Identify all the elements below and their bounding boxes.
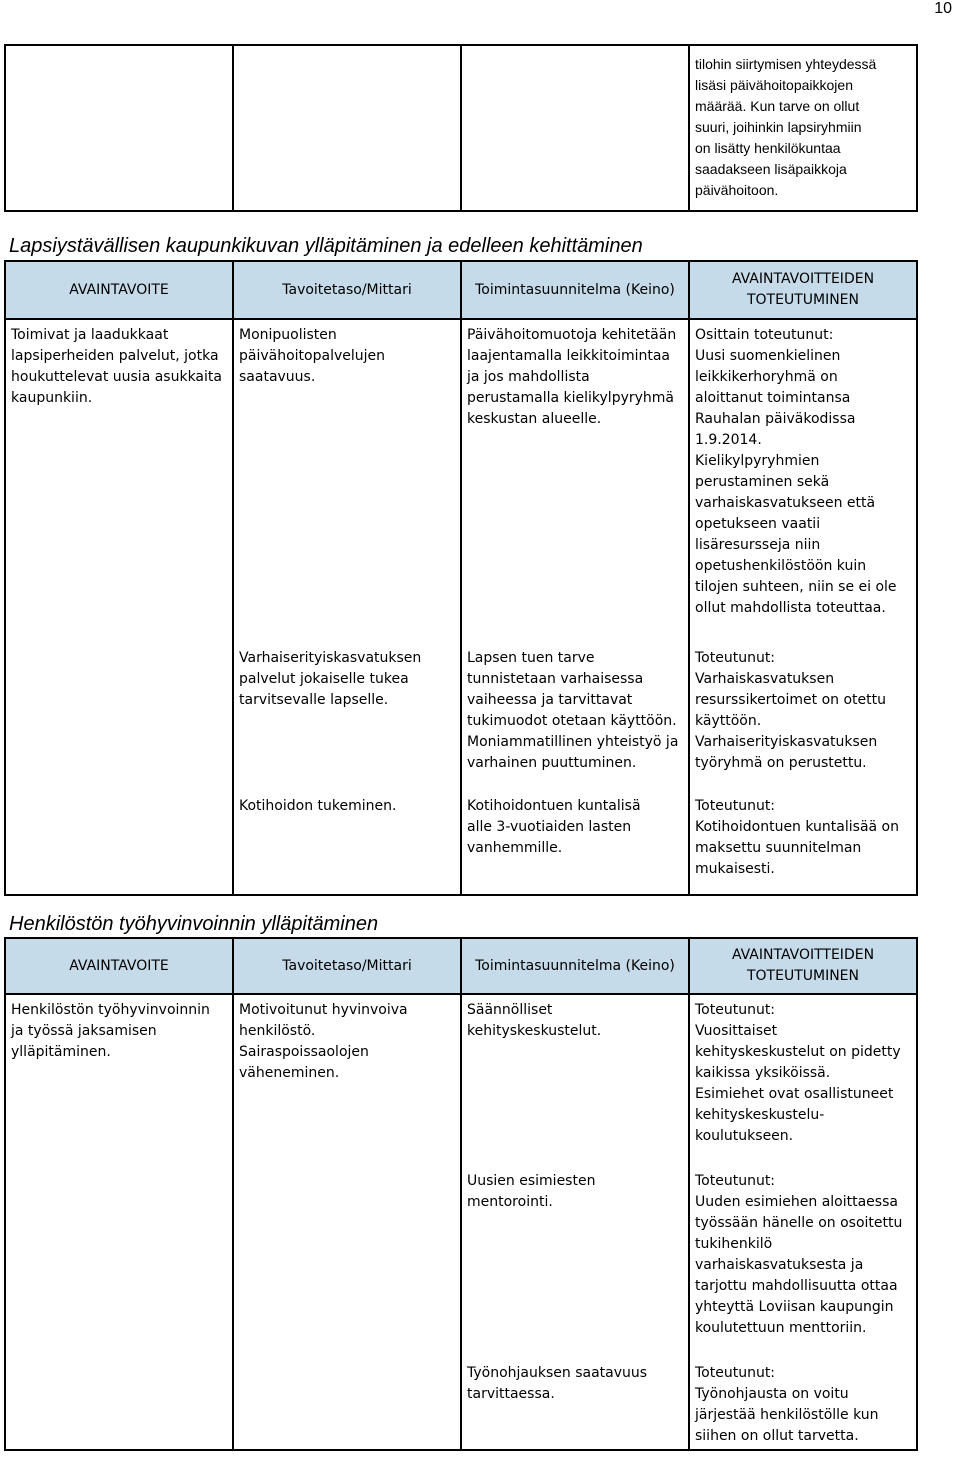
result-cell: Toteutunut: Kotihoidontuen kuntalisää on maksettu suunnitelman mukaisesti. [689, 791, 917, 895]
plan-cell: Lapsen tuen tarve tunnistetaan varhaisessa vaiheessa ja tarvittavat tukimuodot otetaan käyttöön. Moniammatillinen yhteistyö ja varhainen puuttuminen. [461, 643, 689, 791]
target-cell: Monipuolisten päivähoitopalvelujen saatavuus. [233, 319, 461, 643]
target-cell: Varhaiserityiskasvatuksen palvelut jokaiselle tukea tarvitsevalle lapselle. [233, 643, 461, 791]
header-cell: AVAINTAVOITE [5, 261, 233, 319]
result-cell: Toteutunut: Uuden esimiehen aloittaessa työssään hänelle on osoitettu tukihenkilö varhaiskasvatuksesta ja tarjottu mahdollisuutta ottaa yhteyttä Loviisan kaupungin koulutettuun menttoriin. [689, 1166, 917, 1358]
result-cell [689, 45, 917, 211]
plan-cell: Kotihoidontuen kuntalisä alle 3-vuotiaiden lasten vanhemmille. [461, 791, 689, 895]
plan-cell: Työnohjauksen saatavuus tarvittaessa. [461, 1358, 689, 1450]
header-row [5, 261, 917, 319]
empty-cell [5, 45, 233, 211]
result-cell: Toteutunut: Varhaiskasvatuksen resurssikertoimet on otettu käyttöön. Varhaiserityiskasvatuksen työryhmä on perustettu. [689, 643, 917, 791]
page-number: 10 [934, 0, 952, 17]
goal-cell [5, 319, 233, 895]
table-row [5, 994, 917, 1166]
header-cell: Toimintasuunnitelma (Keino) [461, 261, 689, 319]
continuation-table [4, 44, 918, 212]
empty-cell [233, 45, 461, 211]
header-cell: Tavoitetaso/Mittari [233, 261, 461, 319]
header-cell: Tavoitetaso/Mittari [233, 938, 461, 994]
result-text: tilohin siirtymisen yhteydessä lisäsi päivähoitopaikkojen määrää. Kun tarve on ollut suuri, joihinkin lapsiryhmiin on lisätty henkilökuntaa saadakseen lisäpaikkoja päivähoitoon. [695, 56, 877, 198]
result-cell: Toteutunut: Vuosittaiset kehityskeskustelut on pidetty kaikissa yksiköissä. Esimiehet ovat osallistuneet kehityskeskustelu- koulutukseen. [689, 994, 917, 1166]
target-text: Motivoitunut hyvinvoiva henkilöstö. Sairaspoissaolojen väheneminen. [239, 1002, 408, 1081]
section-title: Lapsiystävällisen kaupunkikuvan ylläpitäminen ja edelleen kehittäminen [9, 235, 643, 257]
empty-cell [461, 45, 689, 211]
table-row [5, 319, 917, 643]
header-cell: AVAINTAVOITTEIDEN TOTEUTUMINEN [689, 938, 917, 994]
goal-text: Henkilöstön työhyvinvoinnin ja työssä jaksamisen ylläpitäminen. [11, 1002, 210, 1060]
target-cell: Kotihoidon tukeminen. [233, 791, 461, 895]
result-cell: Osittain toteutunut: Uusi suomenkielinen leikkikerhoryhmä on aloittanut toimintansa Rauhalan päiväkodissa 1.9.2014. Kielikylpyryhmien perustaminen sekä varhaiskasvatukseen että opetukseen vaatii lisäresursseja niin opetushenkilöstöön kuin tilojen suhteen, niin se ei ole ollut mahdollista toteuttaa. [689, 319, 917, 643]
header-row [5, 938, 917, 994]
plan-cell: Päivähoitomuotoja kehitetään laajentamalla leikkitoimintaa ja jos mahdollista perustamalla kielikylpyryhmä keskustan alueelle. [461, 319, 689, 643]
target-cell [233, 994, 461, 1450]
plan-cell: Säännölliset kehityskeskustelut. [461, 994, 689, 1166]
goals-table-staff [4, 937, 918, 1451]
header-cell: Toimintasuunnitelma (Keino) [461, 938, 689, 994]
goal-text: Toimivat ja laadukkaat lapsiperheiden palvelut, jotka houkuttelevat uusia asukkaita kaupunkiin. [11, 327, 222, 406]
goals-table-children [4, 260, 918, 896]
header-cell: AVAINTAVOITTEIDEN TOTEUTUMINEN [689, 261, 917, 319]
goal-cell [5, 994, 233, 1450]
plan-cell: Uusien esimiesten mentorointi. [461, 1166, 689, 1358]
result-cell: Toteutunut: Työnohjausta on voitu järjestää henkilöstölle kun siihen on ollut tarvetta. [689, 1358, 917, 1450]
header-cell: AVAINTAVOITE [5, 938, 233, 994]
section-title: Henkilöstön työhyvinvoinnin ylläpitäminen [9, 913, 379, 935]
